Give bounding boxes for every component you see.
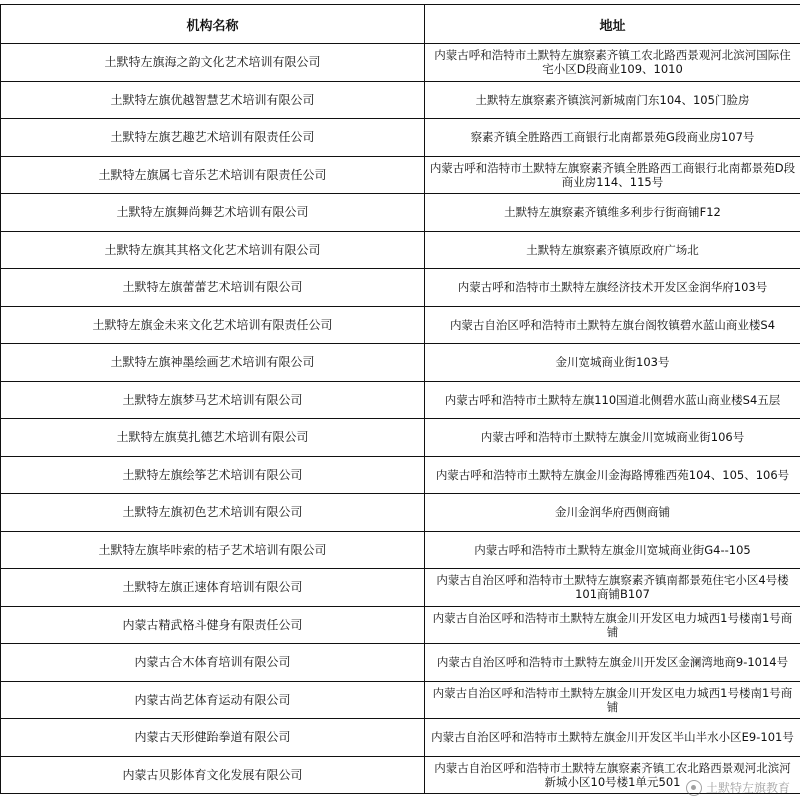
institution-name-cell: 土默特左旗初色艺术培训有限公司 bbox=[1, 494, 425, 532]
table-row bbox=[1, 456, 800, 494]
address-cell: 金川宽城商业街103号 bbox=[425, 344, 800, 382]
table-row bbox=[1, 531, 800, 569]
address-cell: 内蒙古自治区呼和浩特市土默特左旗台阁牧镇碧水蓝山商业楼S4 bbox=[425, 306, 800, 344]
institution-name-cell: 内蒙古尚艺体育运动有限公司 bbox=[1, 681, 425, 719]
address-cell: 内蒙古呼和浩特市土默特左旗金川宽城商业街106号 bbox=[425, 419, 800, 457]
table-row bbox=[1, 644, 800, 682]
institution-name-cell: 内蒙古精武格斗健身有限责任公司 bbox=[1, 606, 425, 644]
address-cell: 内蒙古自治区呼和浩特市土默特左旗金川开发区金澜湾地商9-1014号 bbox=[425, 644, 800, 682]
table-row bbox=[1, 119, 800, 157]
address-cell: 内蒙古呼和浩特市土默特左旗经济技术开发区金润华府103号 bbox=[425, 269, 800, 307]
institution-name-cell: 土默特左旗属七音乐艺术培训有限责任公司 bbox=[1, 156, 425, 194]
institution-name-cell: 土默特左旗绘筝艺术培训有限公司 bbox=[1, 456, 425, 494]
address-cell: 内蒙古自治区呼和浩特市土默特左旗察素齐镇南都景苑住宅小区4号楼101商铺B107 bbox=[425, 569, 800, 607]
institution-name-cell: 内蒙古贝影体育文化发展有限公司 bbox=[1, 756, 425, 794]
institution-table bbox=[0, 4, 800, 794]
table-row bbox=[1, 381, 800, 419]
address-cell: 内蒙古呼和浩特市土默特左旗察素齐镇工农北路西景观河北滨河国际住宅小区D段商业109、1010 bbox=[425, 44, 800, 82]
address-cell: 内蒙古自治区呼和浩特市土默特左旗金川开发区电力城西1号楼南1号商铺 bbox=[425, 681, 800, 719]
institution-name-cell: 土默特左旗海之韵文化艺术培训有限公司 bbox=[1, 44, 425, 82]
table-row bbox=[1, 344, 800, 382]
institution-table-container bbox=[0, 4, 800, 794]
address-cell: 土默特左旗察素齐镇维多利步行街商铺F12 bbox=[425, 194, 800, 232]
institution-name-cell: 土默特左旗其其格文化艺术培训有限公司 bbox=[1, 231, 425, 269]
address-cell: 土默特左旗察素齐镇滨河新城南门东104、105门脸房 bbox=[425, 81, 800, 119]
institution-name-cell: 内蒙古合木体育培训有限公司 bbox=[1, 644, 425, 682]
address-cell: 内蒙古呼和浩特市土默特左旗金川宽城商业街G4--105 bbox=[425, 531, 800, 569]
watermark-text: 土默特左旗教育 bbox=[705, 781, 790, 795]
address-cell: 内蒙古呼和浩特市土默特左旗110国道北侧碧水蓝山商业楼S4五层 bbox=[425, 381, 800, 419]
table-row bbox=[1, 569, 800, 607]
address-cell: 察素齐镇全胜路西工商银行北南都景苑G段商业房107号 bbox=[425, 119, 800, 157]
table-row bbox=[1, 494, 800, 532]
table-row bbox=[1, 606, 800, 644]
institution-name-cell: 土默特左旗梦马艺术培训有限公司 bbox=[1, 381, 425, 419]
header-institution-name: 机构名称 bbox=[1, 5, 425, 44]
address-cell: 内蒙古自治区呼和浩特市土默特左旗金川开发区半山半水小区E9-101号 bbox=[425, 719, 800, 757]
address-cell: 内蒙古呼和浩特市土默特左旗金川金海路博雅西苑104、105、106号 bbox=[425, 456, 800, 494]
address-cell: 内蒙古自治区呼和浩特市土默特左旗金川开发区电力城西1号楼南1号商铺 bbox=[425, 606, 800, 644]
institution-name-cell: 土默特左旗蕾蕾艺术培训有限公司 bbox=[1, 269, 425, 307]
table-row bbox=[1, 756, 800, 794]
institution-name-cell: 土默特左旗优越智慧艺术培训有限公司 bbox=[1, 81, 425, 119]
institution-name-cell: 土默特左旗金未来文化艺术培训有限责任公司 bbox=[1, 306, 425, 344]
header-address: 地址 bbox=[425, 5, 800, 44]
institution-name-cell: 土默特左旗艺趣艺术培训有限责任公司 bbox=[1, 119, 425, 157]
table-row bbox=[1, 231, 800, 269]
institution-name-cell: 土默特左旗神墨绘画艺术培训有限公司 bbox=[1, 344, 425, 382]
address-cell: 内蒙古呼和浩特市土默特左旗察素齐镇全胜路西工商银行北南都景苑D段商业房114、115号 bbox=[425, 156, 800, 194]
table-row bbox=[1, 269, 800, 307]
institution-name-cell: 土默特左旗正速体育培训有限公司 bbox=[1, 569, 425, 607]
address-cell: 内蒙古自治区呼和浩特市土默特左旗察素齐镇工农北路西景观河北滨河新城小区10号楼1单元501 bbox=[425, 756, 800, 794]
institution-name-cell: 内蒙古天形健跆拳道有限公司 bbox=[1, 719, 425, 757]
table-row bbox=[1, 719, 800, 757]
address-cell: 金川金润华府西侧商铺 bbox=[425, 494, 800, 532]
table-row bbox=[1, 419, 800, 457]
table-row bbox=[1, 156, 800, 194]
table-row bbox=[1, 681, 800, 719]
table-row bbox=[1, 194, 800, 232]
table-header-row bbox=[1, 5, 800, 44]
table-row bbox=[1, 306, 800, 344]
institution-name-cell: 土默特左旗莫扎德艺术培训有限公司 bbox=[1, 419, 425, 457]
table-row bbox=[1, 81, 800, 119]
institution-name-cell: 土默特左旗舞尚舞艺术培训有限公司 bbox=[1, 194, 425, 232]
institution-name-cell: 土默特左旗毕咔索的桔子艺术培训有限公司 bbox=[1, 531, 425, 569]
address-cell: 土默特左旗察素齐镇原政府广场北 bbox=[425, 231, 800, 269]
table-row bbox=[1, 44, 800, 82]
